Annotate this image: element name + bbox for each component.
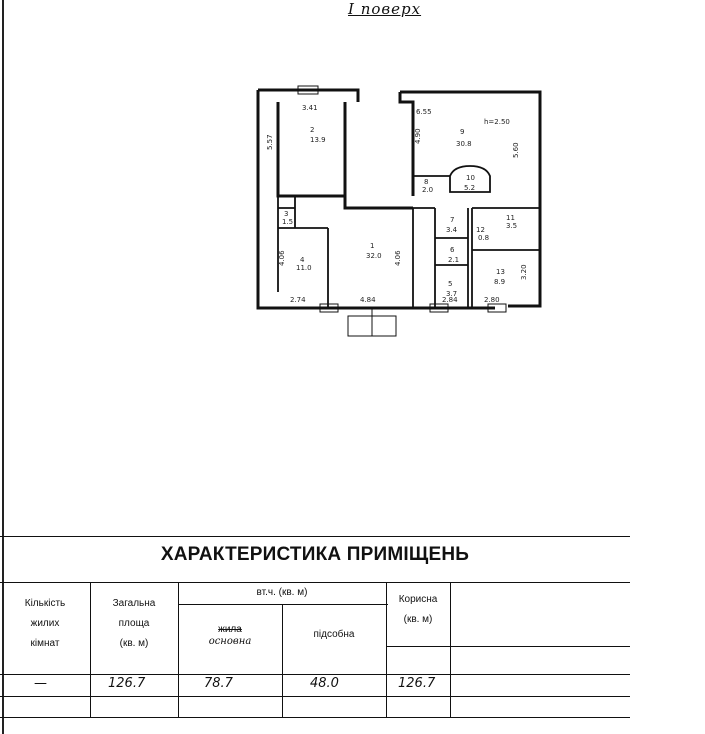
- plan-label: 11.0: [296, 264, 312, 272]
- plan-label: h=2.50: [484, 118, 510, 126]
- plan-label: 5.2: [464, 184, 476, 192]
- value-living: 78.7: [204, 676, 233, 691]
- header-living: [178, 624, 282, 648]
- plan-label: 5.57: [266, 134, 274, 150]
- plan-label: 5.60: [512, 142, 520, 158]
- plan-label: 2.84: [442, 296, 458, 304]
- header-total: [90, 594, 178, 654]
- wall-right: [400, 92, 540, 306]
- plan-label: 8: [424, 178, 429, 186]
- floor-title: I поверх: [348, 0, 422, 18]
- plan-label: 4.06: [278, 250, 286, 266]
- table-top-border: [0, 536, 630, 537]
- header-useful: [386, 590, 450, 630]
- value-total: 126.7: [108, 676, 146, 691]
- table-row-bottom: [0, 696, 630, 697]
- header-rooms: [0, 594, 90, 654]
- room-2-walls: [278, 102, 345, 196]
- plan-label: 2.74: [290, 296, 306, 304]
- plan-label: 4.90: [414, 128, 422, 144]
- table-header-bottom: [0, 674, 630, 675]
- plan-label: 5: [448, 280, 453, 288]
- plan-label: 3.20: [520, 264, 528, 280]
- floor-plan: [250, 80, 550, 340]
- plan-label: 13.9: [310, 136, 326, 144]
- plan-label: 13: [496, 268, 505, 276]
- plan-label: 4: [300, 256, 305, 264]
- table-title: ХАРАКТЕРИСТИКА ПРИМІЩЕНЬ: [160, 544, 470, 565]
- header-total-line2: площа: [118, 618, 150, 629]
- table-bottom-border: [0, 717, 630, 718]
- plan-label: 7: [450, 216, 455, 224]
- header-rooms-line3: кімнат: [30, 638, 60, 649]
- plan-label: 6: [450, 246, 455, 254]
- value-rooms: —: [34, 676, 47, 691]
- header-aux: підсобна: [313, 629, 355, 640]
- plan-label: 11: [506, 214, 515, 222]
- plan-label: 3.7: [446, 290, 458, 298]
- value-useful: 126.7: [398, 676, 436, 691]
- plan-label: 9: [460, 128, 465, 136]
- plan-label: 12: [476, 226, 485, 234]
- plan-label: 2.80: [484, 296, 500, 304]
- plan-label: 1: [370, 242, 375, 250]
- header-living-handwritten: основна: [208, 636, 252, 647]
- plan-label: 2.0: [422, 186, 434, 194]
- rooms-table: [0, 536, 630, 718]
- header-useful-line2: (кв. м): [403, 614, 433, 625]
- col-divider-3: [282, 604, 283, 718]
- header-total-line1: Загальна: [112, 598, 156, 609]
- header-living-struck: жила: [218, 624, 242, 635]
- plan-label: 2: [310, 126, 315, 134]
- plan-label: 3: [284, 210, 289, 218]
- plan-label: 8.9: [494, 278, 506, 286]
- plan-label: 4.06: [394, 250, 402, 266]
- col-divider-5: [450, 582, 451, 718]
- useful-divider: [386, 646, 630, 647]
- plan-label: 30.8: [456, 140, 472, 148]
- header-rooms-line1: Кількість: [24, 598, 66, 609]
- plan-label: 4.84: [360, 296, 376, 304]
- plan-label: 1.5: [282, 218, 294, 226]
- header-incl: вт.ч. (кв. м): [256, 587, 308, 598]
- plan-label: 10: [466, 174, 475, 182]
- wall-left: [258, 90, 270, 308]
- header-total-line3: (кв. м): [119, 638, 149, 649]
- plan-label: 2.1: [448, 256, 460, 264]
- plan-label: 3.4: [446, 226, 458, 234]
- floor-plan-drawing: [250, 80, 550, 340]
- value-aux: 48.0: [310, 676, 339, 691]
- header-useful-line1: Корисна: [398, 594, 438, 605]
- incl-divider: [178, 604, 388, 605]
- plan-label: 3.41: [302, 104, 318, 112]
- header-rooms-line2: жилих: [30, 618, 60, 629]
- plan-label: 3.5: [506, 222, 518, 230]
- plan-label: 32.0: [366, 252, 382, 260]
- plan-label: 0.8: [478, 234, 490, 242]
- plan-labels: [266, 104, 528, 304]
- plan-label: 6.55: [416, 108, 432, 116]
